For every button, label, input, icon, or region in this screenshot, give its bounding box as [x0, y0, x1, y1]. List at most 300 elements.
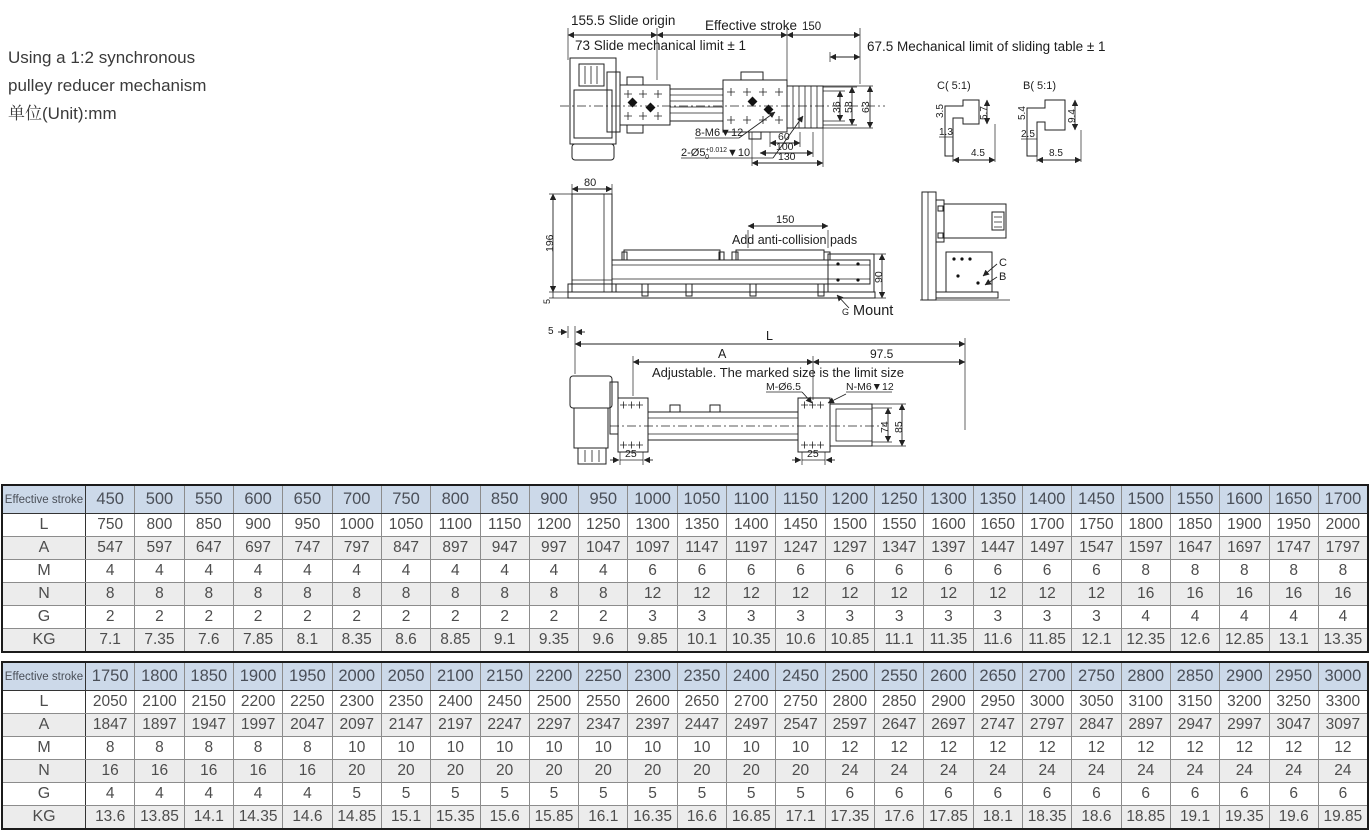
spec-cell: 20	[628, 760, 677, 783]
spec-cell: 5	[579, 783, 628, 806]
stroke-column-header: 1950	[283, 662, 332, 691]
spec-cell: 2	[135, 606, 184, 629]
spec-cell: 4	[1170, 606, 1219, 629]
spec-cell: 597	[135, 537, 184, 560]
stroke-column-header: 1450	[1072, 485, 1121, 514]
spec-cell: 850	[184, 514, 233, 537]
detail-c-dim-1.3: 1.3	[939, 127, 953, 138]
spec-cell: 24	[1170, 760, 1219, 783]
slider-end-block	[787, 86, 823, 128]
spec-cell: 19.35	[1220, 806, 1269, 830]
adjustable-note: Adjustable. The marked size is the limit size	[652, 365, 904, 380]
spec-cell: 12	[1072, 737, 1121, 760]
spec-cell: 9.6	[579, 629, 628, 653]
spec-cell: 6	[875, 783, 924, 806]
spec-cell: 12	[1220, 737, 1269, 760]
stroke-column-header: 1150	[776, 485, 825, 514]
stroke-column-header: 600	[233, 485, 282, 514]
spec-cell: 6	[1121, 783, 1170, 806]
spec-cell: 18.85	[1121, 806, 1170, 830]
stroke-column-header: 1700	[1318, 485, 1368, 514]
spec-cell: 24	[973, 760, 1022, 783]
stroke-column-header: 1750	[86, 662, 135, 691]
spec-cell: 3250	[1269, 691, 1318, 714]
stroke-column-header: 2850	[1170, 662, 1219, 691]
stroke-column-header: 1250	[875, 485, 924, 514]
spec-cell: 2	[332, 606, 381, 629]
spec-cell: 10	[529, 737, 578, 760]
spec-cell: 547	[86, 537, 135, 560]
pin-holes-note: $2-Ø5^{+0.012}$ 0 ▼10	[681, 147, 751, 161]
spec-cell: 8	[135, 583, 184, 606]
spec-cell: 11.6	[973, 629, 1022, 653]
stroke-column-header: 2600	[924, 662, 973, 691]
spec-cell: 7.6	[184, 629, 233, 653]
spec-cell: 3200	[1220, 691, 1269, 714]
stroke-column-header: 2950	[1269, 662, 1318, 691]
note-line-1: Using a 1:2 synchronous	[8, 48, 196, 67]
spec-cell: 13.35	[1318, 629, 1368, 653]
spec-cell: 20	[727, 760, 776, 783]
spec-cell: 1397	[924, 537, 973, 560]
detail-c-dim-4.5: 4.5	[971, 148, 985, 159]
spec-cell: 20	[529, 760, 578, 783]
spec-cell: 1347	[875, 537, 924, 560]
spec-cell: 6	[973, 783, 1022, 806]
spec-cell: 4	[1220, 606, 1269, 629]
spec-cell: 2	[480, 606, 529, 629]
stroke-header-row	[2, 485, 1368, 514]
spec-cell: 9.85	[628, 629, 677, 653]
spec-cell: 4	[529, 560, 578, 583]
dim-5-group	[548, 326, 585, 338]
spec-cell: 1400	[727, 514, 776, 537]
row-label: L	[2, 691, 86, 714]
stroke-column-header: 1400	[1022, 485, 1071, 514]
spec-cell: 1000	[332, 514, 381, 537]
spec-cell: 10	[579, 737, 628, 760]
spec-row-L	[2, 514, 1368, 537]
stroke-150-dim: 150	[802, 21, 822, 33]
spec-cell: 3	[727, 606, 776, 629]
spec-cell: 1547	[1072, 537, 1121, 560]
spec-cell: 11.85	[1022, 629, 1071, 653]
spec-cell: 12	[875, 583, 924, 606]
mount-callout	[837, 295, 893, 319]
stroke-column-header: 1600	[1220, 485, 1269, 514]
row-label: A	[2, 537, 86, 560]
spec-cell: 2500	[529, 691, 578, 714]
row-label: A	[2, 714, 86, 737]
dim-150: 150	[776, 214, 795, 226]
spec-cell: 1650	[973, 514, 1022, 537]
spec-cell: 2	[529, 606, 578, 629]
spec-cell: 16	[1170, 583, 1219, 606]
spec-cell: 1197	[727, 537, 776, 560]
spec-row-KG	[2, 806, 1368, 830]
spec-cell: 5	[332, 783, 381, 806]
spec-cell: 12	[973, 583, 1022, 606]
spec-cell: 16	[283, 760, 332, 783]
spec-cell: 4	[233, 560, 282, 583]
spec-cell: 14.85	[332, 806, 381, 830]
spec-cell: 2547	[776, 714, 825, 737]
spec-cell: 6	[1072, 783, 1121, 806]
spec-row-G	[2, 783, 1368, 806]
spec-cell: 2747	[973, 714, 1022, 737]
bottom-view-drawing	[540, 318, 980, 483]
spec-cell: 6	[677, 560, 726, 583]
spec-cell: 10	[381, 737, 430, 760]
spec-cell: 3	[875, 606, 924, 629]
spec-cell: 14.6	[283, 806, 332, 830]
spec-cell: 3100	[1121, 691, 1170, 714]
spec-cell: 697	[233, 537, 282, 560]
spec-cell: 897	[431, 537, 480, 560]
slide-mech-limit-label: 73 Slide mechanical limit ± 1	[575, 38, 746, 53]
stroke-column-header: 2300	[628, 662, 677, 691]
stroke-column-header: 1850	[184, 662, 233, 691]
spec-cell: 5	[727, 783, 776, 806]
stroke-column-header: 2700	[1022, 662, 1071, 691]
spec-cell: 16	[1121, 583, 1170, 606]
spec-cell: 2850	[875, 691, 924, 714]
dim-60: 60	[778, 131, 790, 143]
spec-cell: 8	[1269, 560, 1318, 583]
spec-cell: 4	[135, 560, 184, 583]
spec-cell: 3	[628, 606, 677, 629]
spec-cell: 2447	[677, 714, 726, 737]
spec-cell: 12.35	[1121, 629, 1170, 653]
spec-cell: 4	[283, 783, 332, 806]
spec-table-2	[1, 661, 1369, 830]
dim-196: 196	[544, 234, 556, 252]
spec-cell: 2947	[1170, 714, 1219, 737]
spec-row-A	[2, 537, 1368, 560]
spec-cell: 12	[677, 583, 726, 606]
spec-cell: 16	[86, 760, 135, 783]
spec-cell: 9.35	[529, 629, 578, 653]
spec-cell: 3050	[1072, 691, 1121, 714]
spec-cell: 24	[1269, 760, 1318, 783]
spec-cell: 12	[1022, 737, 1071, 760]
row-label: M	[2, 737, 86, 760]
dim-25-left: 25	[625, 448, 637, 460]
stroke-column-header: 450	[86, 485, 135, 514]
spec-cell: 12	[727, 583, 776, 606]
spec-cell: 2550	[579, 691, 628, 714]
spec-cell: 12	[1269, 737, 1318, 760]
stroke-column-header: 1300	[924, 485, 973, 514]
spec-cell: 6	[1022, 783, 1071, 806]
spec-cell: 14.35	[233, 806, 282, 830]
spec-cell: 3000	[1022, 691, 1071, 714]
spec-cell: 1247	[776, 537, 825, 560]
spec-cell: 8	[283, 737, 332, 760]
spec-cell: 2050	[86, 691, 135, 714]
spec-cell: 12	[924, 737, 973, 760]
m-hole-note: M-Ø6.5	[766, 381, 802, 393]
spec-cell: 2	[184, 606, 233, 629]
spec-cell: 1850	[1170, 514, 1219, 537]
spec-cell: 5	[628, 783, 677, 806]
spec-cell: 1500	[825, 514, 874, 537]
spec-cell: 10	[727, 737, 776, 760]
spec-cell: 2150	[184, 691, 233, 714]
spec-cell: 15.1	[381, 806, 430, 830]
spec-row-N	[2, 760, 1368, 783]
spec-cell: 847	[381, 537, 430, 560]
spec-cell: 2950	[973, 691, 1022, 714]
spec-cell: 20	[776, 760, 825, 783]
dim-80-group	[572, 177, 612, 194]
spec-cell: 1350	[677, 514, 726, 537]
spec-cell: 2400	[431, 691, 480, 714]
top-dim-lines	[568, 28, 860, 84]
spec-cell: 20	[332, 760, 381, 783]
spec-cell: 2200	[233, 691, 282, 714]
spec-cell: 997	[529, 537, 578, 560]
row-label: N	[2, 583, 86, 606]
motor-bottom-view	[570, 376, 618, 464]
spec-cell: 1100	[431, 514, 480, 537]
dim-63: 63	[860, 101, 872, 113]
spec-cell: 2	[381, 606, 430, 629]
dim-A: A	[718, 347, 727, 361]
left-carriage	[618, 398, 648, 452]
spec-cell: 24	[924, 760, 973, 783]
spec-cell: 1497	[1022, 537, 1071, 560]
dim-90-group	[873, 254, 886, 298]
spec-cell: 1947	[184, 714, 233, 737]
stroke-column-header: 800	[431, 485, 480, 514]
stroke-column-header: 2550	[875, 662, 924, 691]
stroke-column-header: 650	[283, 485, 332, 514]
spec-cell: 8	[332, 583, 381, 606]
spec-cell: 20	[677, 760, 726, 783]
dim-150-group	[732, 214, 857, 248]
right-carriage	[798, 398, 830, 452]
spec-cell: 17.6	[875, 806, 924, 830]
spec-cell: 16.6	[677, 806, 726, 830]
stroke-column-header: 1050	[677, 485, 726, 514]
stroke-column-header: 3000	[1318, 662, 1368, 691]
spec-cell: 6	[1220, 783, 1269, 806]
hole-spacing-dims	[752, 128, 823, 167]
spec-cell: 15.6	[480, 806, 529, 830]
spec-cell: 8.1	[283, 629, 332, 653]
spec-cell: 19.1	[1170, 806, 1219, 830]
spec-cell: 2450	[480, 691, 529, 714]
spec-row-A	[2, 714, 1368, 737]
spec-cell: 4	[332, 560, 381, 583]
detail-b-dim-5.4: 5.4	[1017, 106, 1028, 120]
spec-cell: 17.85	[924, 806, 973, 830]
spec-cell: 8	[184, 737, 233, 760]
spec-cell: 1750	[1072, 514, 1121, 537]
spec-cell: 2647	[875, 714, 924, 737]
rail-front-view	[568, 250, 875, 298]
spec-cell: 1450	[776, 514, 825, 537]
spec-cell: 8	[529, 583, 578, 606]
spec-cell: 15.85	[529, 806, 578, 830]
detail-view-c	[935, 80, 995, 162]
row-label: G	[2, 783, 86, 806]
spec-cell: 9.1	[480, 629, 529, 653]
dim-90: 90	[873, 271, 885, 283]
spec-cell: 2147	[381, 714, 430, 737]
spec-cell: 4	[233, 783, 282, 806]
spec-row-G	[2, 606, 1368, 629]
detail-view-b	[1017, 80, 1081, 162]
spec-cell: 24	[825, 760, 874, 783]
spec-cell: 2397	[628, 714, 677, 737]
spec-row-M	[2, 560, 1368, 583]
spec-cell: 8	[233, 583, 282, 606]
spec-cell: 4	[431, 560, 480, 583]
spec-cell: 20	[431, 760, 480, 783]
spec-cell: 3	[1022, 606, 1071, 629]
spec-cell: 13.85	[135, 806, 184, 830]
spec-cell: 24	[1318, 760, 1368, 783]
spec-cell: 6	[628, 560, 677, 583]
dim-25-right: 25	[807, 448, 819, 460]
stroke-header-label: Effective stroke	[2, 485, 86, 514]
spec-cell: 2000	[1318, 514, 1368, 537]
spec-cell: 12	[825, 583, 874, 606]
stroke-column-header: 1000	[628, 485, 677, 514]
spec-cell: 20	[381, 760, 430, 783]
dim-36: 36	[831, 101, 843, 113]
spec-cell: 2300	[332, 691, 381, 714]
side-view	[920, 192, 1010, 300]
spec-cell: 2700	[727, 691, 776, 714]
spec-cell: 17.1	[776, 806, 825, 830]
anti-collision-note: Add anti-collision pads	[732, 233, 858, 247]
stroke-column-header: 2500	[825, 662, 874, 691]
spec-cell: 1250	[579, 514, 628, 537]
height-dims	[823, 86, 873, 128]
spec-cell: 6	[1318, 783, 1368, 806]
spec-cell: 7.85	[233, 629, 282, 653]
spec-cell: 18.1	[973, 806, 1022, 830]
spec-cell: 8.35	[332, 629, 381, 653]
spec-cell: 8	[86, 583, 135, 606]
spec-cell: 4	[480, 560, 529, 583]
spec-cell: 14.1	[184, 806, 233, 830]
spec-cell: 3097	[1318, 714, 1368, 737]
spec-table-1	[1, 484, 1369, 653]
spec-cell: 8	[579, 583, 628, 606]
spec-cell: 2597	[825, 714, 874, 737]
spec-cell: 24	[1022, 760, 1071, 783]
spec-cell: 2797	[1022, 714, 1071, 737]
spec-cell: 1150	[480, 514, 529, 537]
spec-cell: 8	[233, 737, 282, 760]
spec-cell: 1697	[1220, 537, 1269, 560]
spec-cell: 4	[283, 560, 332, 583]
spec-cell: 1897	[135, 714, 184, 737]
table-mech-limit-label: 67.5 Mechanical limit of sliding table ± 1	[867, 39, 1106, 54]
stroke-column-header: 550	[184, 485, 233, 514]
spec-cell: 1050	[381, 514, 430, 537]
spec-cell: 6	[825, 783, 874, 806]
spec-cell: 2100	[135, 691, 184, 714]
spec-cell: 12	[1121, 737, 1170, 760]
spec-cell: 3	[776, 606, 825, 629]
spec-cell: 12.1	[1072, 629, 1121, 653]
spec-cell: 4	[1269, 606, 1318, 629]
front-view-drawing	[540, 176, 1040, 324]
spec-cell: 24	[875, 760, 924, 783]
spec-cell: 2350	[381, 691, 430, 714]
spec-cell: 16	[1220, 583, 1269, 606]
spec-cell: 20	[480, 760, 529, 783]
spec-cell: 4	[579, 560, 628, 583]
row-label: N	[2, 760, 86, 783]
stroke-column-header: 900	[529, 485, 578, 514]
spec-cell: 16.35	[628, 806, 677, 830]
spec-cell: 2897	[1121, 714, 1170, 737]
spec-cell: 5	[529, 783, 578, 806]
spec-cell: 16	[233, 760, 282, 783]
spec-cell: 12	[1170, 737, 1219, 760]
spec-cell: 11.35	[924, 629, 973, 653]
spec-cell: 20	[579, 760, 628, 783]
spec-cell: 2697	[924, 714, 973, 737]
spec-cell: 8.85	[431, 629, 480, 653]
spec-cell: 2900	[924, 691, 973, 714]
dim-5-left: 5	[542, 298, 552, 304]
spec-cell: 6	[1022, 560, 1071, 583]
spec-cell: 6	[1170, 783, 1219, 806]
spec-cell: 10	[480, 737, 529, 760]
stroke-header-row	[2, 662, 1368, 691]
stroke-column-header: 2200	[529, 662, 578, 691]
spec-cell: 17.35	[825, 806, 874, 830]
motor-top-view	[570, 58, 620, 160]
spec-cell: 12	[1072, 583, 1121, 606]
spec-cell: 12	[1318, 737, 1368, 760]
spec-cell: 10	[431, 737, 480, 760]
n-hole-note: N-M6▼12	[846, 381, 894, 393]
spec-cell: 8	[86, 737, 135, 760]
stroke-column-header: 2400	[727, 662, 776, 691]
slide-origin-label: 155.5 Slide origin	[571, 13, 676, 28]
spec-cell: 8	[1170, 560, 1219, 583]
spec-cell: 2250	[283, 691, 332, 714]
spec-cell: 10	[677, 737, 726, 760]
spec-cell: 12	[1022, 583, 1071, 606]
spec-cell: 7.35	[135, 629, 184, 653]
spec-cell: 13.1	[1269, 629, 1318, 653]
spec-cell: 647	[184, 537, 233, 560]
spec-row-N	[2, 583, 1368, 606]
spec-cell: 3150	[1170, 691, 1219, 714]
spec-cell: 2247	[480, 714, 529, 737]
stroke-column-header: 2650	[973, 662, 1022, 691]
spec-cell: 19.6	[1269, 806, 1318, 830]
spec-cell: 8	[1220, 560, 1269, 583]
spec-cell: 6	[875, 560, 924, 583]
stroke-column-header: 2900	[1220, 662, 1269, 691]
spec-cell: 15.35	[431, 806, 480, 830]
spec-cell: 2	[579, 606, 628, 629]
stroke-column-header: 2450	[776, 662, 825, 691]
stroke-column-header: 1200	[825, 485, 874, 514]
stroke-column-header: 2000	[332, 662, 381, 691]
spec-cell: 1700	[1022, 514, 1071, 537]
